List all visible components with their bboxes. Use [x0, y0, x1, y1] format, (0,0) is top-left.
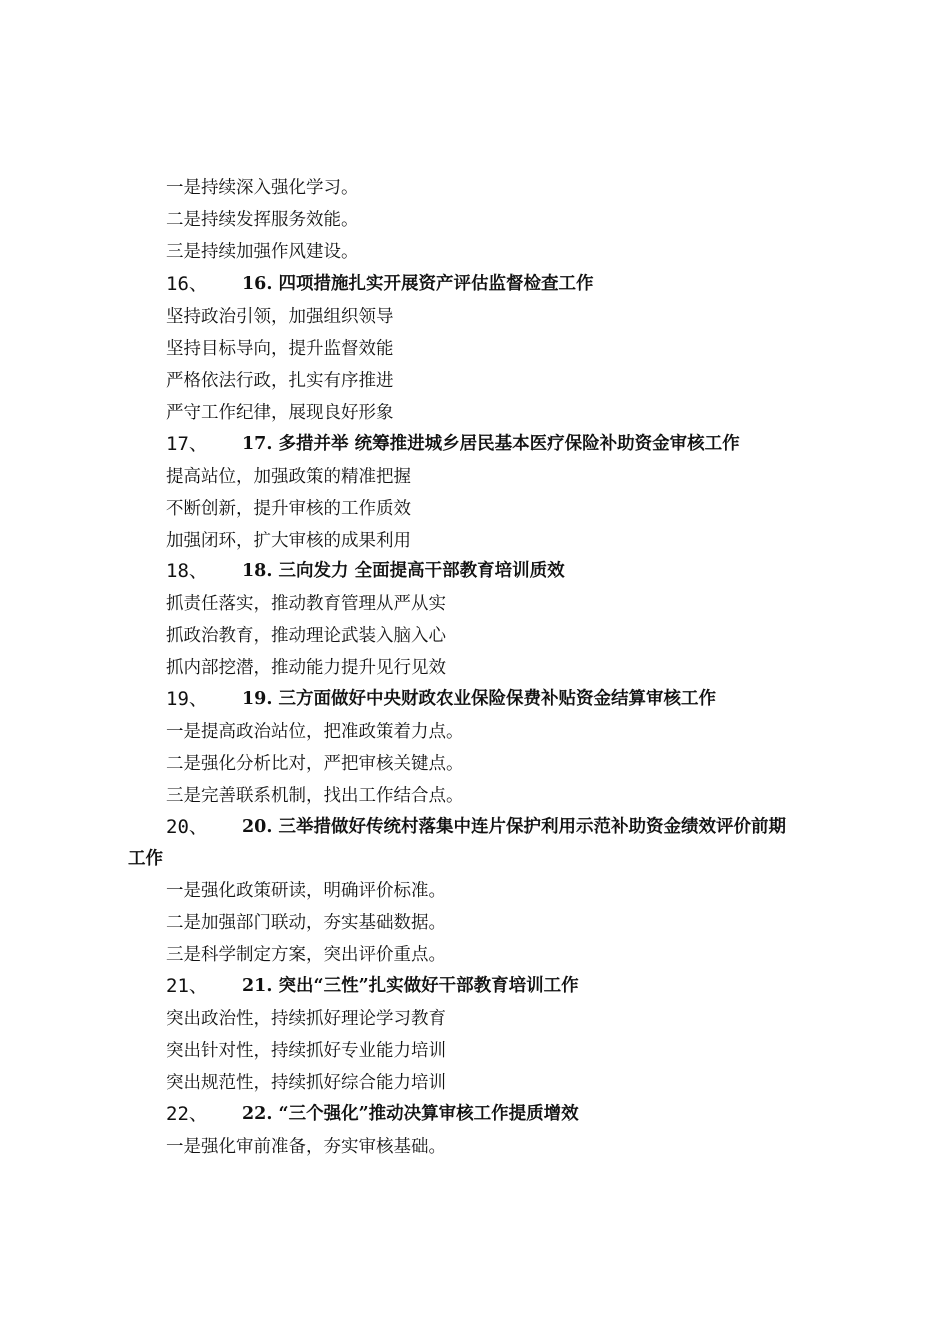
section-title-continuation: 工作 [128, 849, 163, 869]
section-title: 16. 四项措施扎实开展资产评估监督检查工作 [242, 274, 594, 294]
section-title: 21. 突出“三性”扎实做好干部教育培训工作 [242, 976, 579, 996]
list-item: 突出规范性，持续抓好综合能力培训 [166, 1073, 446, 1093]
list-item: 突出针对性，持续抓好专业能力培训 [166, 1041, 446, 1061]
list-item: 加强闭环，扩大审核的成果利用 [166, 531, 411, 551]
section-title: 20. 三举措做好传统村落集中连片保护利用示范补助资金绩效评价前期 [242, 817, 787, 837]
list-item: 三是完善联系机制，找出工作结合点。 [166, 786, 464, 806]
list-item: 三是科学制定方案，突出评价重点。 [166, 945, 446, 965]
list-item: 严守工作纪律，展现良好形象 [166, 403, 394, 423]
section-number: 22、 [166, 1103, 208, 1125]
list-item: 二是加强部门联动，夯实基础数据。 [166, 913, 446, 933]
list-item: 突出政治性，持续抓好理论学习教育 [166, 1009, 446, 1029]
section-number: 18、 [166, 560, 208, 582]
list-item: 抓责任落实，推动教育管理从严从实 [166, 594, 446, 614]
list-item: 抓内部挖潜，推动能力提升见行见效 [166, 658, 446, 678]
list-item: 坚持目标导向，提升监督效能 [166, 339, 394, 359]
list-item: 严格依法行政，扎实有序推进 [166, 371, 394, 391]
section-title: 17. 多措并举 统筹推进城乡居民基本医疗保险补助资金审核工作 [242, 434, 740, 454]
section-title: 18. 三向发力 全面提高干部教育培训质效 [242, 561, 565, 581]
section-title: 19. 三方面做好中央财政农业保险保费补贴资金结算审核工作 [242, 689, 717, 709]
section-number: 17、 [166, 433, 208, 455]
section-number: 20、 [166, 816, 208, 838]
list-item: 抓政治教育，推动理论武装入脑入心 [166, 626, 446, 646]
list-item: 提高站位，加强政策的精准把握 [166, 467, 411, 487]
list-item: 一是强化审前准备，夯实审核基础。 [166, 1137, 446, 1157]
intro-line: 一是持续深入强化学习。 [166, 178, 359, 198]
section-number: 19、 [166, 688, 208, 710]
list-item: 坚持政治引领，加强组织领导 [166, 307, 394, 327]
intro-line: 二是持续发挥服务效能。 [166, 210, 359, 230]
list-item: 一是强化政策研读，明确评价标准。 [166, 881, 446, 901]
list-item: 一是提高政治站位，把准政策着力点。 [166, 722, 464, 742]
intro-line: 三是持续加强作风建设。 [166, 242, 359, 262]
section-number: 21、 [166, 975, 208, 997]
section-title: 22. “三个强化”推动决算审核工作提质增效 [242, 1104, 579, 1124]
section-number: 16、 [166, 273, 208, 295]
list-item: 二是强化分析比对，严把审核关键点。 [166, 754, 464, 774]
list-item: 不断创新，提升审核的工作质效 [166, 499, 411, 519]
